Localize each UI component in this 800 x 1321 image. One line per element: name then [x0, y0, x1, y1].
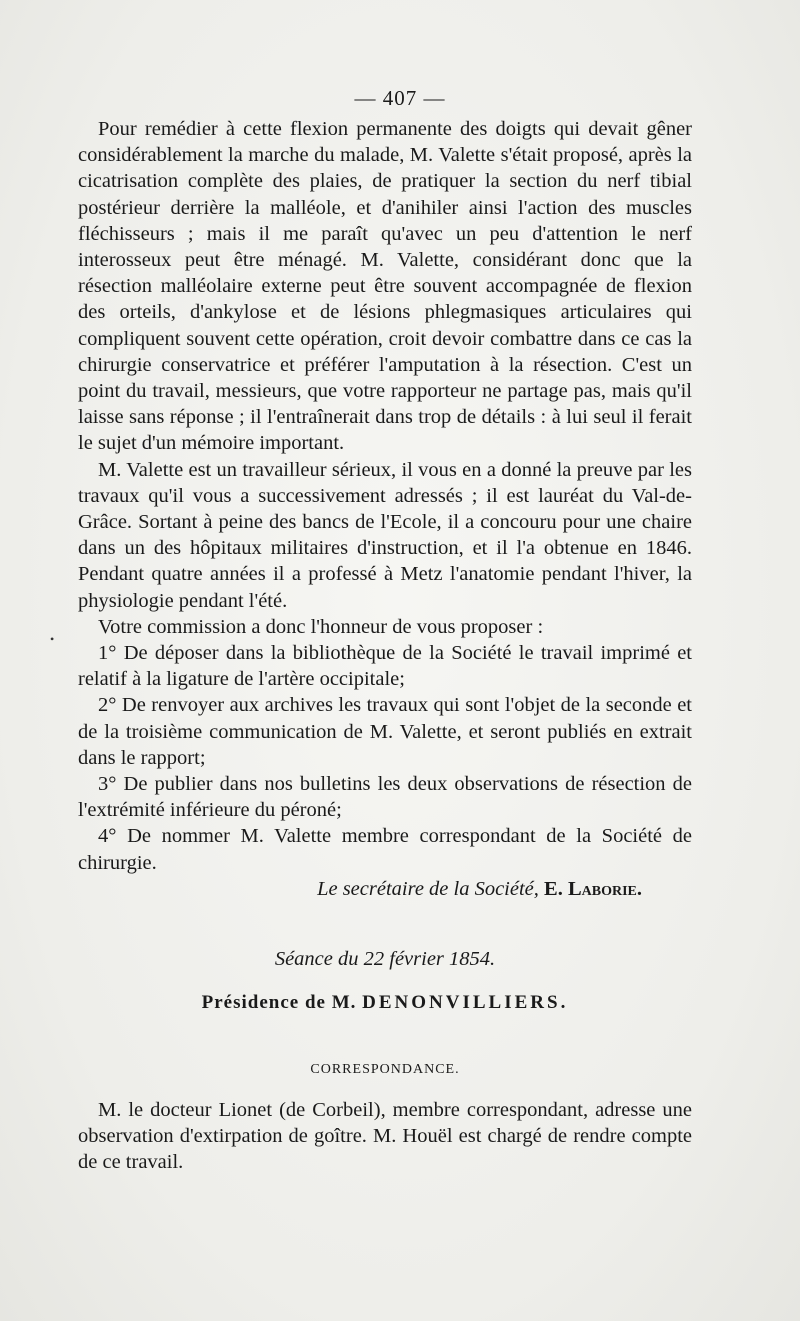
presidency-prefix: Présidence de M.	[201, 992, 357, 1014]
presidency-line	[78, 990, 692, 1016]
signature-name: E. Laborie.	[544, 877, 642, 900]
proposal-item-1: 1° De déposer dans la bibliothèque de la Société le travail imprimé et relatif à la ligature de l'artère occipitale;	[78, 642, 692, 691]
page-body	[78, 116, 692, 1175]
report-paragraph-2: M. Valette est un travailleur sérieux, il vous en a donné la preuve par les travaux qu'il vous a successivement adressés ; il est lauréat du Val-de-Grâce. Sortant à peine des bancs de l'Ecole, il a concouru pour une chaire dans un des hôpitaux militaires d'instruction, et il l'a obtenue en 1846. Pendant quatre années il a professé à Metz l'anatomie pendant l'hiver, la physiologie pendant l'été.	[78, 458, 692, 612]
report-paragraph-1: Pour remédier à cette flexion permanente des doigts qui devait gêner considérablement la marche du malade, M. Valette s'était proposé, après la cicatrisation complète des plaies, de pratiquer la section du nerf tibial postérieur derrière la malléole, et d'anihiler ainsi l'action des muscles fléchisseurs ; mais il me paraît qu'avec un peu d'attention le nerf interosseux peut être ménagé. M. Valette, considérant donc que la résection malléolaire externe peut être souvent accompagnée de flexion des orteils, d'ankylose et de lésions phlegmasiques articulaires qui compliquent souvent cette opération, croit devoir combattre dans ce cas la chirurgie conservatrice et préférer l'amputation à la résection. C'est un point du travail, messieurs, que votre rapporteur ne partage pas, mais qu'il laisse sans réponse ; il l'entraînerait dans trop de détails : à lui seul il ferait le sujet d'un mémoire important.	[78, 118, 692, 455]
proposal-item-2: 2° De renvoyer aux archives les travaux qui sont l'objet de la seconde et de la troisième communication de M. Valette, et seront publiés en extrait dans le rapport;	[78, 694, 692, 769]
signature-title: Le secrétaire de la Société,	[317, 877, 539, 900]
signature-line	[78, 876, 692, 902]
correspondance-paragraph: M. le docteur Lionet (de Corbeil), membre correspondant, adresse une observation d'extirpation de goître. M. Houël est chargé de rendre compte de ce travail.	[78, 1098, 692, 1174]
presidency-name: DENONVILLIERS.	[362, 992, 569, 1014]
page-number: — 407 —	[354, 86, 446, 110]
proposal-item-4: 4° De nommer M. Valette membre correspondant de la Société de chirurgie.	[78, 825, 692, 874]
margin-mark: •	[50, 632, 55, 646]
proposal-intro: Votre commission a donc l'honneur de vous proposer :	[98, 615, 544, 638]
session-title: Séance du 22 février 1854.	[274, 948, 496, 971]
proposal-item-3: 3° De publier dans nos bulletins les deux observations de résection de l'extrémité inférieure du péroné;	[78, 773, 692, 822]
section-heading: CORRESPONDANCE.	[310, 1061, 460, 1077]
